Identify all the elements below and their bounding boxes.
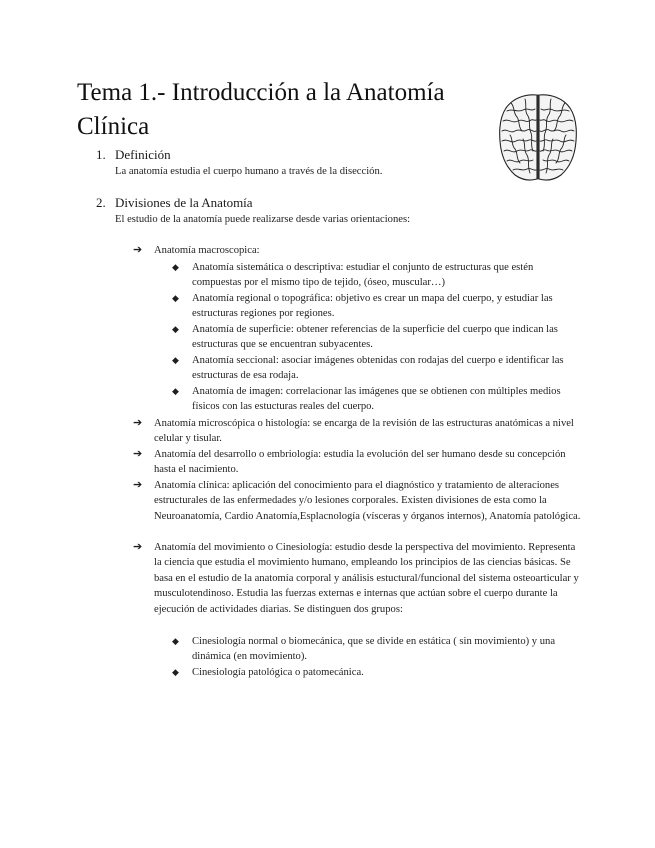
list-item-cinesiologia-normal: ◆ Cinesiología normal o biomecánica, que se divide en estática ( sin movimiento) y una dinámica (en movimiento). xyxy=(172,636,556,663)
section-number: 1. xyxy=(96,147,106,162)
section-definicion-heading xyxy=(96,147,171,163)
diamond-bullet-icon: ◆ xyxy=(172,636,179,646)
arrow-bullet-icon: ➔ xyxy=(133,417,143,429)
arrow-bullet-icon: ➔ xyxy=(133,541,143,553)
list-item-macroscopica: ➔ Anatomía macroscopica: xyxy=(133,243,583,258)
diamond-bullet-icon: ◆ xyxy=(172,667,179,677)
page-title: Tema 1.- Introducción a la Anatomía Clínica xyxy=(77,79,445,140)
arrow-bullet-icon: ➔ xyxy=(133,479,143,491)
section-number: 2. xyxy=(96,195,106,210)
diamond-bullet-icon: ◆ xyxy=(172,293,179,303)
section-divisiones-heading xyxy=(96,195,253,211)
diamond-bullet-icon: ◆ xyxy=(172,262,179,272)
list-item-cinesiologia-patologica: ◆ Cinesiología patológica o patomecánica. xyxy=(172,665,582,680)
list-item-clinica: ➔ Anatomía clínica: aplicación del conocimiento para el diagnóstico y tratamiento de alteraciones estructurales de las enfermedades y/o lesiones corporales. Existen divisiones de esta como la Neuroanatomía, Cardio Anatomía,Esplacnología (vísceras y órganos internos), Anatomía patológica. xyxy=(133,479,581,522)
list-item-superficie: ◆ Anatomía de superficie: obtener referencias de la superficie del cuerpo que indican las estructuras que se encuentran subyacentes. xyxy=(172,324,558,351)
arrow-bullet-icon: ➔ xyxy=(133,448,143,460)
section-heading: Definición xyxy=(115,147,171,162)
list-item-movimiento: ➔ Anatomía del movimiento o Cinesiología: estudio desde la perspectiva del movimiento. Representa la ciencia que estudia el movimiento humano, empleando los principios de las ciencias básicas. Se basa en el estudio de la anatomía corporal y análisis estuctural/funcional del sistema osteoarticular y musculotendinoso. Estudia las fuerzas externas e internas que actúan sobre el cuerpo durante la ejecución de actividades diarias. Se distinguen dos grupos: xyxy=(133,541,579,615)
section-definicion-body: La anatomía estudia el cuerpo humano a través de la disección. xyxy=(115,166,383,177)
list-item-sistematica: ◆ Anatomía sistemática o descriptiva: estudiar el conjunto de estructuras que estén compuestas por el mismo tipo de tejido, (óseo, muscular…) xyxy=(172,262,534,289)
list-item-regional: ◆ Anatomía regional o topográfica: objetivo es crear un mapa del cuerpo, y estudiar las estructuras regiones por regiones. xyxy=(172,293,553,320)
list-item-microscopica: ➔ Anatomía microscópica o histología: se encarga de la revisión de las estructuras anatómicas a nivel celular y tisular. xyxy=(133,417,574,445)
section-heading: Divisiones de la Anatomía xyxy=(115,195,253,210)
diamond-bullet-icon: ◆ xyxy=(172,355,179,365)
diamond-bullet-icon: ◆ xyxy=(172,386,179,396)
arrow-bullet-icon: ➔ xyxy=(133,244,143,256)
list-item-seccional: ◆ Anatomía seccional: asociar imágenes obtenidas con rodajas del cuerpo e identificar las estructuras de esa rodaja. xyxy=(172,355,564,382)
section-divisiones-body: El estudio de la anatomía puede realizarse desde varias orientaciones: xyxy=(115,214,411,225)
list-item-imagen: ◆ Anatomía de imagen: correlacionar las imágenes que se obtienen con múltiples medios físicos con las estucturas reales del cuerpo. xyxy=(172,386,561,413)
diamond-bullet-icon: ◆ xyxy=(172,324,179,334)
list-item-desarrollo: ➔ Anatomía del desarrollo o embriología: estudia la evolución del ser humano desde su concepción hasta el nacimiento. xyxy=(133,448,566,476)
brain-illustration xyxy=(497,91,579,183)
